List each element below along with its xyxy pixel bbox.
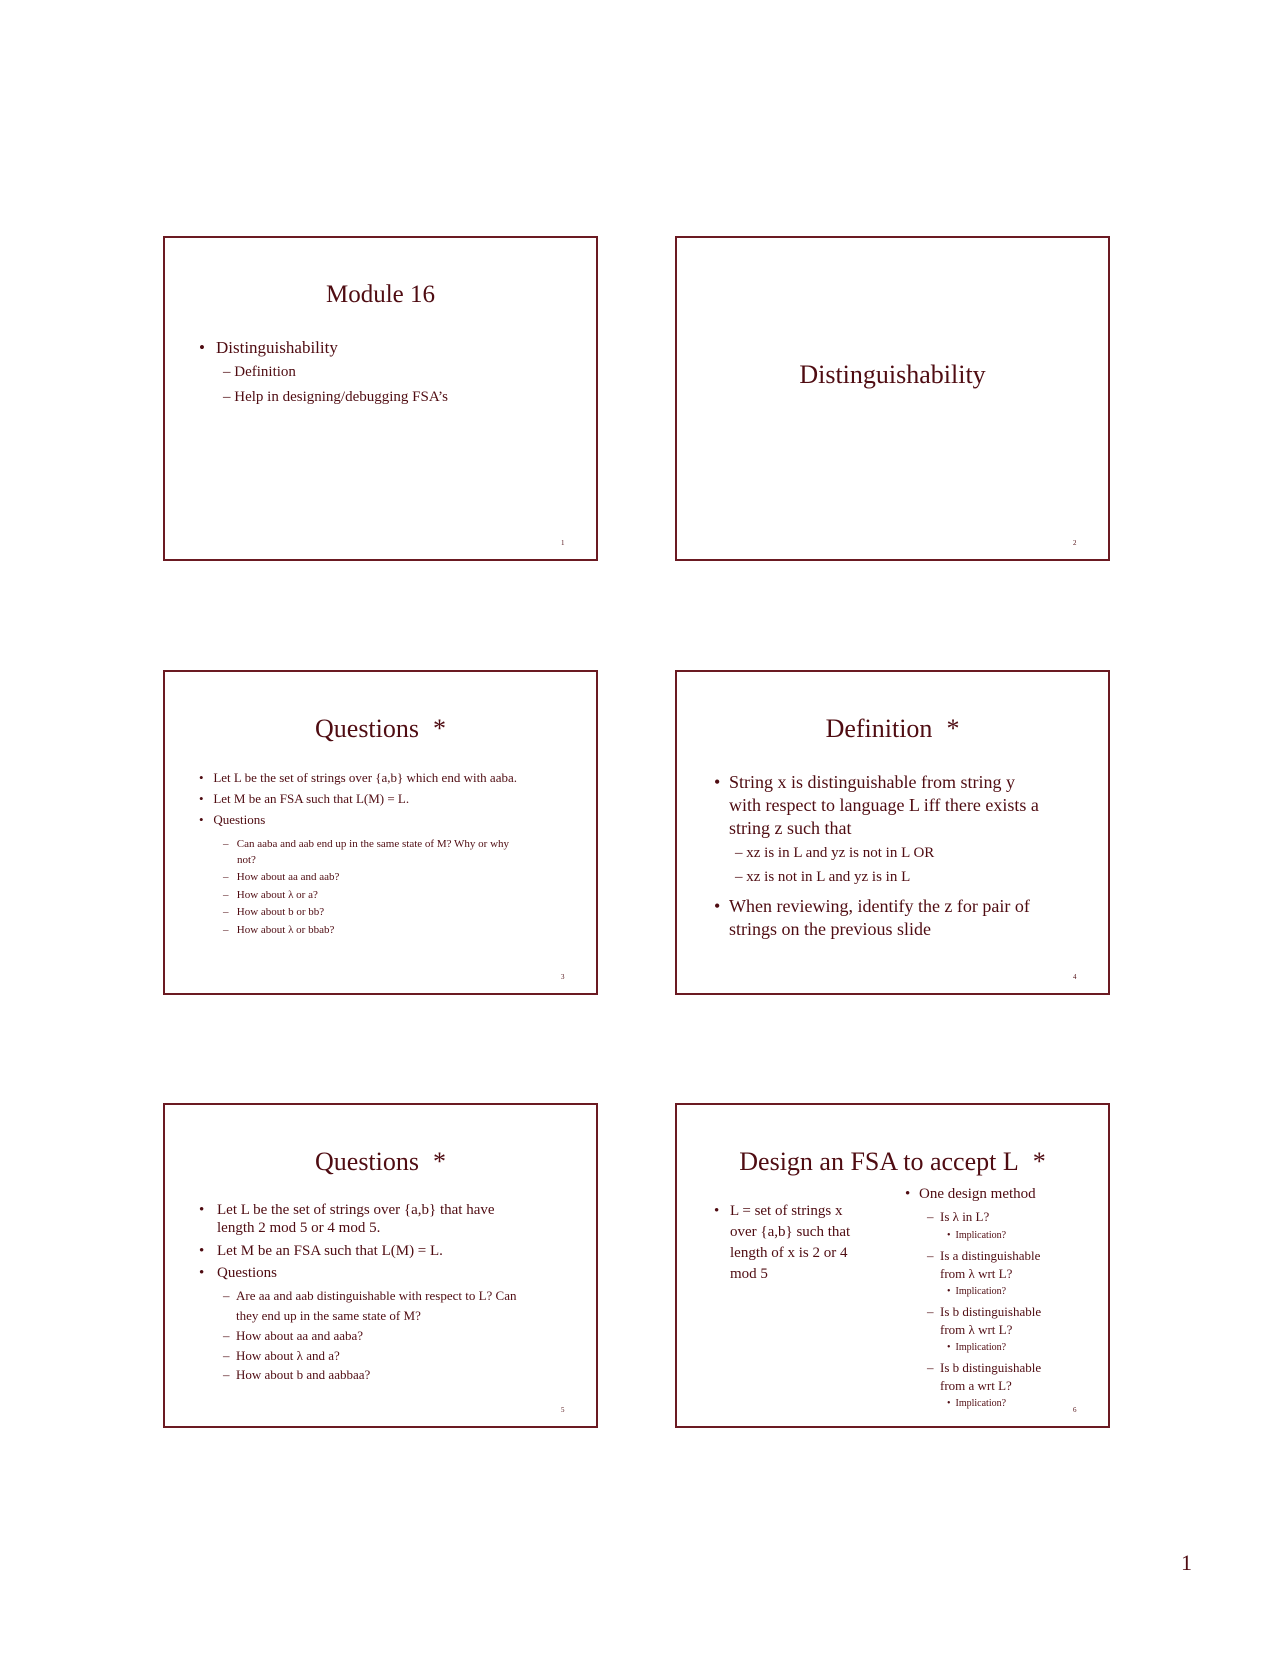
bullet-icon: • (714, 896, 721, 916)
bullet-text: length of x is 2 or 4 (730, 1245, 848, 1261)
sub-bullet: – xz is in L and yz is not in L OR (735, 845, 935, 861)
bullet-text: with respect to language L iff there exists a (729, 795, 1039, 815)
bullet-text: length 2 mod 5 or 4 mod 5. (217, 1220, 381, 1236)
implication-text: Implication? (955, 1342, 1007, 1353)
implication-text: Implication? (955, 1286, 1007, 1297)
sub-bullet: – How about aa and aab? (223, 871, 340, 883)
sub-text: Definition (234, 364, 296, 380)
bullet: • Questions (199, 812, 266, 827)
slide-3 (163, 670, 598, 995)
star-icon: * (1032, 1147, 1046, 1176)
sub-bullet: – Is λ in L? (927, 1209, 990, 1224)
bullet-text: strings on the previous slide (729, 919, 931, 939)
sub-sub-bullet: • Implication? (947, 1286, 1007, 1297)
bullet-icon: • (199, 1265, 205, 1281)
page-number: 1 (1181, 1550, 1192, 1575)
bullet-text: String x is distinguishable from string y (729, 772, 1015, 792)
bullet-icon: • (714, 1203, 720, 1219)
sub-text: not? (237, 854, 256, 866)
sub-text: Help in designing/debugging FSA’s (234, 389, 449, 405)
sub-bullet: – Definition (223, 364, 296, 380)
slide-number: 4 (1073, 973, 1077, 981)
bullet-text: mod 5 (730, 1266, 768, 1282)
sub-bullet: – Is b distinguishable (927, 1304, 1042, 1319)
bullet-text: Let M be an FSA such that L(M) = L. (213, 791, 410, 806)
sub-bullet: – How about λ or bbab? (223, 924, 335, 936)
sub-bullet: – How about λ and a? (223, 1348, 340, 1363)
slide-1 (163, 236, 598, 561)
sub-bullet: – How about b and aabbaa? (223, 1367, 371, 1382)
sub-sub-bullet: • Implication? (947, 1230, 1007, 1241)
slide-title: Design an FSA to accept L (739, 1147, 1019, 1176)
implication-text: Implication? (955, 1230, 1007, 1241)
bullet-text: over {a,b} such that (730, 1224, 851, 1240)
bullet-icon: • (905, 1186, 911, 1202)
sub-text: from λ wrt L? (940, 1322, 1013, 1337)
sub-bullet: – How about aa and aaba? (223, 1328, 364, 1343)
sub-text: How about λ or a? (236, 889, 318, 901)
bullet-text: Questions (217, 1265, 277, 1281)
sub-text: Are aa and aab distinguishable with respect to L? Can (236, 1288, 517, 1303)
sub-text: How about λ or bbab? (236, 924, 335, 936)
bullet-text: Let L be the set of strings over {a,b} that have (217, 1202, 495, 1218)
bullet-icon: • (199, 1202, 205, 1218)
slide-number: 6 (1073, 1406, 1077, 1414)
bullet-text: string z such that (729, 818, 852, 838)
sub-bullet: – Help in designing/debugging FSA’s (223, 389, 449, 405)
sub-bullet: – Is a distinguishable (927, 1248, 1041, 1263)
sub-text: Can aaba and aab end up in the same state of M? Why or why (236, 838, 510, 850)
slide-number: 5 (561, 1406, 565, 1414)
sub-text: Is b distinguishable (940, 1304, 1042, 1319)
sub-text: How about aa and aab? (236, 871, 340, 883)
bullet-text: One design method (919, 1186, 1036, 1202)
sub-sub-bullet: • Implication? (947, 1342, 1007, 1353)
sub-bullet: – How about λ or a? (223, 889, 318, 901)
bullet: • Let M be an FSA such that L(M) = L. (199, 791, 410, 806)
slide-5 (163, 1103, 598, 1428)
slide-4 (675, 670, 1110, 995)
bullet-icon: • (199, 338, 205, 357)
bullet: • Let L be the set of strings over {a,b} which end with aaba. (199, 770, 517, 785)
sub-bullet: – How about b or bb? (223, 906, 325, 918)
slide-number: 3 (561, 973, 565, 981)
sub-bullet: – Is b distinguishable (927, 1360, 1042, 1375)
sub-text: Is b distinguishable (940, 1360, 1042, 1375)
sub-text: xz is in L and yz is not in L OR (746, 845, 935, 861)
slide-title: Questions (315, 1147, 419, 1176)
sub-text: from a wrt L? (940, 1378, 1012, 1393)
slide-title: Definition (825, 714, 933, 743)
bullet-text: Questions (213, 812, 266, 827)
sub-bullet: – xz is not in L and yz is in L (735, 869, 911, 885)
bullet-text: When reviewing, identify the z for pair of (729, 896, 1030, 916)
sub-text: xz is not in L and yz is in L (746, 869, 911, 885)
bullet-icon: • (199, 1243, 205, 1259)
slide-2 (675, 236, 1110, 561)
slide-title: Module 16 (325, 281, 436, 308)
slide-title: Questions (315, 714, 419, 743)
slide-number: 1 (561, 539, 565, 547)
sub-text: Is λ in L? (940, 1209, 990, 1224)
star-icon: * (946, 714, 960, 743)
bullet-text: L = set of strings x (730, 1203, 843, 1219)
sub-sub-bullet: • Implication? (947, 1398, 1007, 1409)
bullet-icon: • (714, 772, 721, 792)
bullet-text: Distinguishability (216, 338, 338, 357)
sub-text: How about λ and a? (236, 1348, 340, 1363)
sub-bullet: – Are aa and aab distinguishable with respect to L? Can (223, 1288, 517, 1303)
slide-title: Distinguishability (799, 360, 986, 389)
bullet-text: Let M be an FSA such that L(M) = L. (217, 1243, 443, 1259)
sub-bullet: – Can aaba and aab end up in the same state of M? Why or why (223, 838, 510, 850)
slide-number: 2 (1073, 539, 1077, 547)
sub-text: Is a distinguishable (940, 1248, 1041, 1263)
star-icon: * (433, 714, 446, 743)
sub-text: How about b and aabbaa? (236, 1367, 371, 1382)
sub-text: they end up in the same state of M? (236, 1308, 421, 1323)
bullet-text: Let L be the set of strings over {a,b} which end with aaba. (213, 770, 517, 785)
sub-text: How about aa and aaba? (236, 1328, 364, 1343)
sub-text: from λ wrt L? (940, 1266, 1013, 1281)
sub-text: How about b or bb? (236, 906, 325, 918)
slide-6 (675, 1103, 1110, 1428)
star-icon: * (433, 1147, 446, 1176)
implication-text: Implication? (955, 1398, 1007, 1409)
